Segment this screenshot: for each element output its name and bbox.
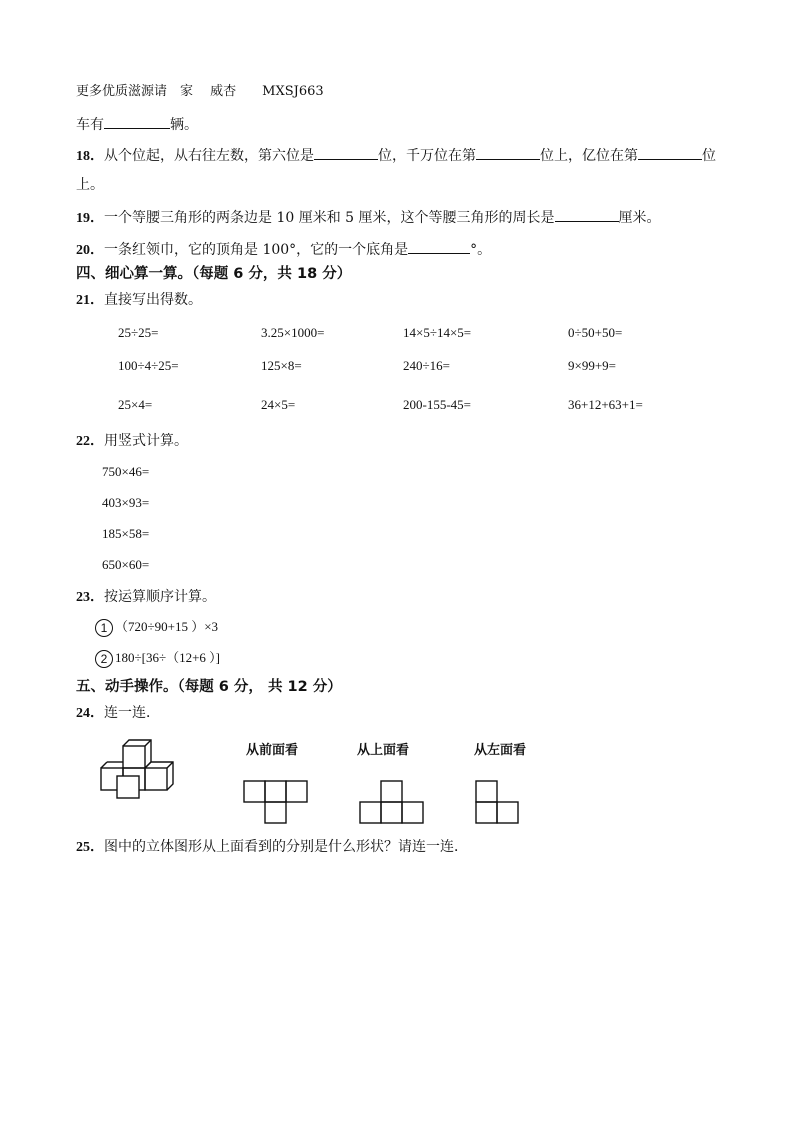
q18-text-b: 位，千万位在第 (378, 148, 476, 164)
view-label-top: 从上面看 (357, 743, 410, 758)
calc-item: 25÷25= (118, 325, 159, 340)
q22-line (76, 432, 188, 451)
q21-line (76, 291, 202, 310)
view-label-front: 从前面看 (246, 743, 299, 758)
q23-line (76, 588, 216, 607)
calc-item: 125×8= (261, 358, 302, 373)
circled-number-1: 1 (95, 619, 113, 637)
top-view-shape (359, 780, 425, 824)
q23-text: 按运算顺序计算。 (104, 589, 216, 605)
calc-item: 240÷16= (403, 358, 450, 373)
calc-item: 9×99+9= (568, 358, 616, 373)
q17-blank[interactable] (104, 114, 170, 129)
q18-line2: 上。 (76, 177, 104, 193)
order-calc-item-1 (95, 619, 218, 637)
q21-number: 21． (76, 293, 104, 308)
q18-text-c: 位上，亿位在第 (540, 148, 638, 164)
calc-item: 14×5÷14×5= (403, 325, 472, 340)
vertical-calc-item: 750×46= (102, 464, 150, 479)
vertical-calc-item: 185×58= (102, 526, 150, 541)
vertical-calc-item: 650×60= (102, 557, 150, 572)
q18-number: 18． (76, 149, 104, 164)
circled-number-2: 2 (95, 650, 113, 668)
q25-line (76, 838, 468, 857)
q24-text: 连一连． (104, 705, 160, 721)
order-calc-expr-1: （720÷90+15 ）×3 (115, 619, 219, 634)
section5-title: 五、动手操作。（每题 6 分， 共 12 分） (76, 679, 342, 695)
q22-text: 用竖式计算。 (104, 433, 188, 449)
calc-item: 3.25×1000= (261, 325, 325, 340)
calc-item: 200-155-45= (403, 397, 471, 412)
q24-line (76, 704, 160, 723)
q22-number: 22． (76, 434, 104, 449)
q18-blank-3[interactable] (638, 145, 702, 160)
q19-number: 19． (76, 211, 104, 226)
q18-text-a: 从个位起，从右往左数，第六位是 (104, 148, 314, 164)
view-label-left: 从左面看 (474, 743, 527, 758)
cube-stack-figure (98, 738, 180, 802)
q25-text: 图中的立体图形从上面看到的分别是什么形状？请连一连． (104, 839, 468, 855)
calc-item: 0÷50+50= (568, 325, 623, 340)
q19-text-b: 厘米。 (618, 210, 661, 226)
header-text: 更多优质滋源请 家 威杏 MXSJ663 (76, 84, 324, 99)
left-view-shape (475, 780, 521, 824)
order-calc-item-2 (95, 650, 220, 668)
q23-number: 23． (76, 590, 104, 605)
q20-number: 20． (76, 243, 104, 258)
q21-text: 直接写出得数。 (104, 292, 202, 308)
front-view-shape (243, 780, 309, 824)
calc-item: 24×5= (261, 397, 296, 412)
q18-blank-2[interactable] (476, 145, 540, 160)
q17-before: 车有 (76, 117, 104, 133)
q25-number: 25． (76, 840, 104, 855)
q18-blank-1[interactable] (314, 145, 378, 160)
q19-blank[interactable] (555, 207, 619, 222)
calc-item: 100÷4÷25= (118, 358, 179, 373)
q17-after: 辆。 (170, 117, 198, 133)
calc-item: 25×4= (118, 397, 153, 412)
q20-line (76, 239, 491, 260)
q20-text-a: 一条红领巾，它的顶角是 100°，它的一个底角是 (104, 242, 409, 258)
q19-line (76, 207, 661, 228)
q18-text-d: 位 (702, 148, 716, 164)
q17-tail (76, 114, 198, 134)
q20-blank[interactable] (408, 239, 470, 254)
vertical-calc-item: 403×93= (102, 495, 150, 510)
q19-text-a: 一个等腰三角形的两条边是 10 厘米和 5 厘米，这个等腰三角形的周长是 (104, 210, 555, 226)
calc-item: 36+12+63+1= (568, 397, 643, 412)
order-calc-expr-2: 180÷[36÷（12+6 ）] (115, 650, 221, 665)
section4-title: 四、细心算一算。（每题 6 分，共 18 分） (76, 266, 352, 282)
q18-line1 (76, 145, 716, 166)
q20-text-b: °。 (470, 242, 492, 258)
q24-number: 24． (76, 706, 104, 721)
